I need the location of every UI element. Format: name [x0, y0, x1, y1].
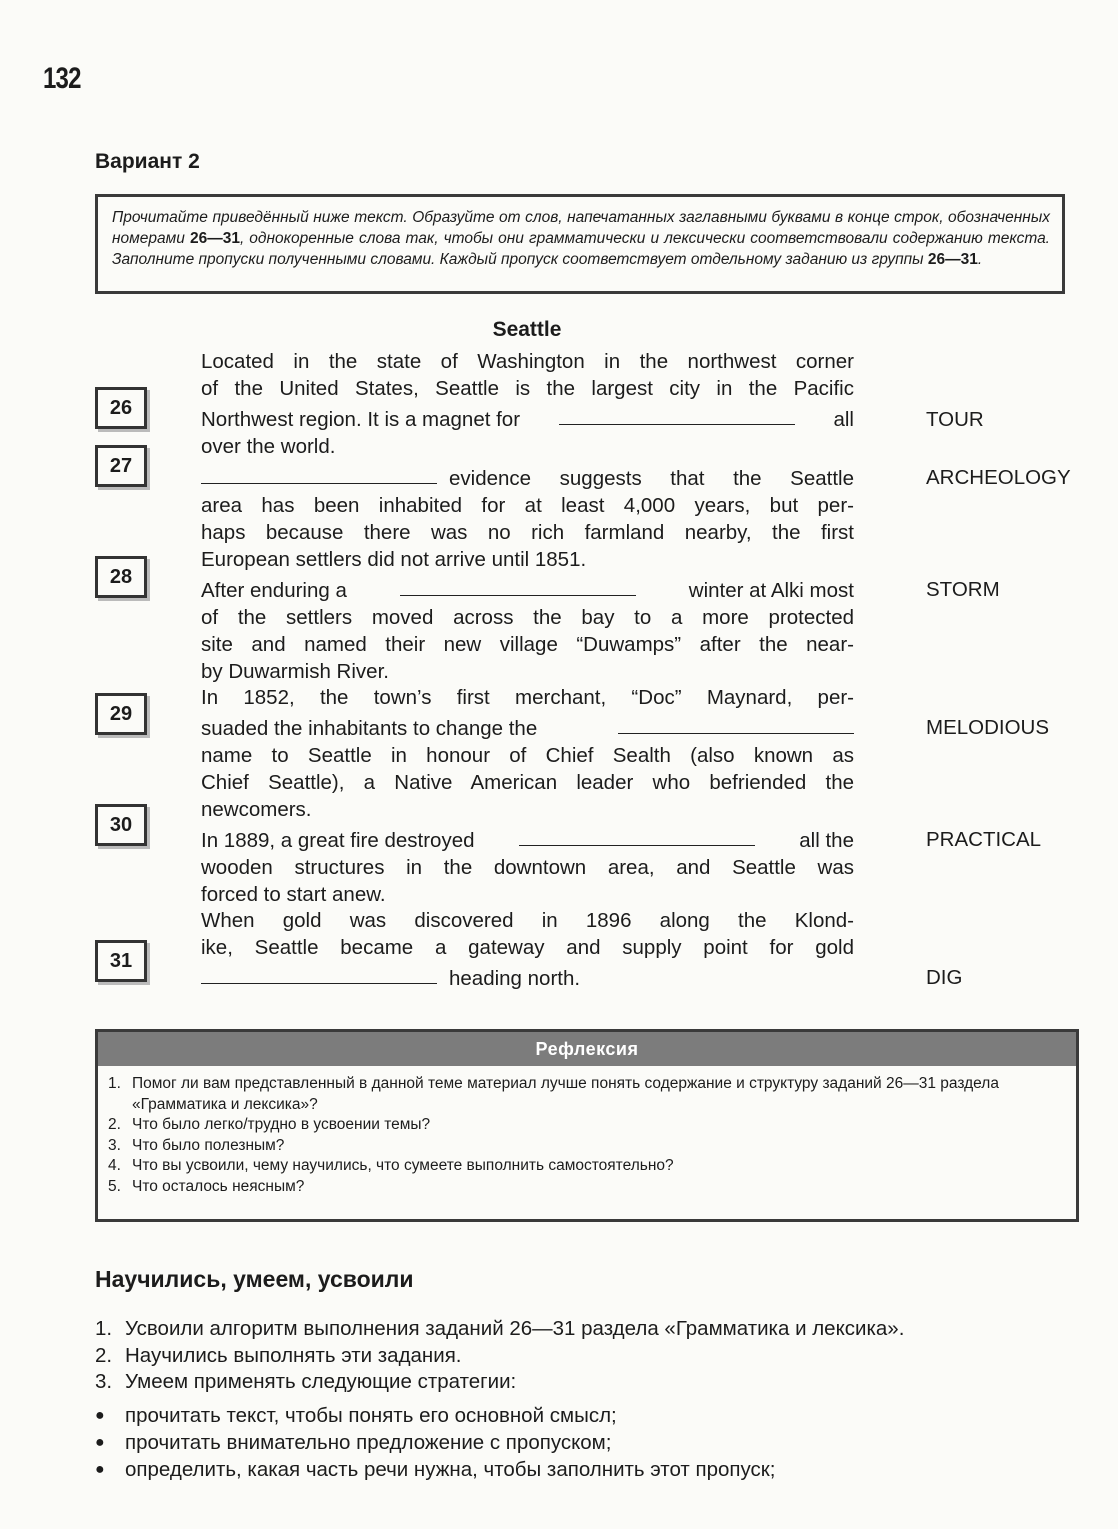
item-number: 1. [108, 1075, 121, 1092]
text-segment: winter at Alki most [688, 579, 854, 602]
item-number: 3. [108, 1136, 121, 1154]
item-number: 1. [95, 1317, 113, 1340]
answer-blank-27[interactable] [201, 465, 437, 484]
instruction-text-2: , однокоренные слова так, чтобы они грамматически и лексически соответствовали содержанию текста. Заполните пропуски полученными словами. Каждый пропуск соответствует отдельному заданию из группы [112, 230, 1050, 268]
reflection-item [108, 1074, 1056, 1115]
item-number: 2. [95, 1343, 113, 1367]
answer-blank-28[interactable] [400, 577, 636, 596]
list-item [95, 1429, 1085, 1456]
answer-blank-29[interactable] [618, 715, 854, 734]
instruction-range-2: 26—31 [927, 251, 978, 268]
reflection-list [98, 1066, 1076, 1197]
text-line [201, 827, 854, 854]
text-segment: After enduring a [201, 579, 347, 602]
list-item [95, 1343, 1085, 1370]
learned-list [95, 1316, 1085, 1396]
item-text: Что вы усвоили, чему научились, что сумеете выполнить самостоятельно? [132, 1157, 674, 1174]
bullet-icon: ● [95, 1407, 105, 1424]
text-line: forced to start anew. [201, 883, 386, 906]
reflection-item [108, 1115, 1056, 1136]
text-line: of the settlers moved across the bay to a more protected [201, 606, 854, 629]
strategy-list [95, 1402, 1085, 1483]
item-text: Помог ли вам представленный в данной теме материал лучше понять содержание и структуру заданий 26—31 раздела «Грамматика и лексика»? [132, 1075, 999, 1113]
task-number-29: 29 [95, 693, 147, 735]
item-text: Что осталось неясным? [132, 1177, 305, 1195]
item-text: Что было легко/трудно в усвоении темы? [132, 1116, 431, 1133]
text-line: When gold was discovered in 1896 along the Klond- [201, 909, 854, 932]
task-number-28: 28 [95, 556, 147, 598]
text-line: by Duwarmish River. [201, 660, 389, 683]
paragraph-6 [201, 907, 854, 992]
bullet-icon: ● [95, 1434, 105, 1451]
reflection-box [95, 1029, 1079, 1222]
text-line [201, 715, 854, 742]
text-segment: all [833, 408, 854, 431]
list-item [95, 1456, 1085, 1483]
text-segment: In 1889, a great fire destroyed [201, 829, 475, 852]
item-number: 3. [95, 1370, 113, 1393]
list-item [95, 1316, 1085, 1343]
page-number: 132 [43, 62, 81, 95]
task-number-31: 31 [95, 940, 147, 982]
item-text: определить, какая часть речи нужна, чтобы заполнить этот пропуск; [125, 1458, 776, 1481]
instruction-text-3: . [977, 251, 983, 268]
text-line: area has been inhabited for at least 4,000 years, but per- [201, 494, 854, 517]
reflection-item [108, 1177, 1056, 1198]
reflection-title: Рефлексия [98, 1032, 1076, 1066]
text-line [201, 465, 854, 492]
text-line: In 1852, the town’s first merchant, “Doc” Maynard, per- [201, 686, 854, 709]
text-line: ike, Seattle became a gateway and supply point for gold [201, 936, 854, 959]
item-text: Усвоили алгоритм выполнения заданий 26—31 раздела «Грамматика и лексика». [125, 1317, 905, 1340]
answer-blank-26[interactable] [559, 406, 795, 425]
text-segment: Northwest region. It is a magnet for [201, 408, 521, 431]
text-line: European settlers did not arrive until 1851. [201, 548, 587, 571]
instruction-range-1: 26—31 [189, 230, 240, 247]
text-line: of the United States, Seattle is the largest city in the Pacific [201, 377, 854, 400]
task-number-26: 26 [95, 387, 147, 429]
item-text: Умеем применять следующие стратегии: [125, 1370, 517, 1393]
text-segment: suaded the inhabitants to change the [201, 717, 538, 740]
paragraph-2 [201, 465, 854, 573]
instruction-text-1: Прочитайте приведённый ниже текст. Образуйте от слов, напечатанных заглавными буквами в конце строк, обозначенных номерами [112, 209, 1050, 247]
keyword-26: TOUR [926, 408, 984, 431]
keyword-28: STORM [926, 578, 1000, 601]
task-number-27: 27 [95, 445, 147, 487]
item-number: 5. [108, 1177, 121, 1195]
answer-blank-30[interactable] [519, 827, 755, 846]
item-text: прочитать текст, чтобы понять его основной смысл; [125, 1404, 617, 1427]
bullet-icon: ● [95, 1461, 105, 1478]
answer-blank-31[interactable] [201, 965, 437, 984]
text-line: site and named their new village “Duwamps” after the near- [201, 633, 854, 656]
variant-title: Вариант 2 [95, 150, 200, 173]
reflection-item [108, 1156, 1056, 1177]
text-title: Seattle [492, 318, 562, 341]
text-line: Located in the state of Washington in the northwest corner [201, 350, 854, 373]
paragraph-3 [201, 577, 854, 685]
reflection-item [108, 1136, 1056, 1157]
text-line: newcomers. [201, 798, 312, 821]
keyword-31: DIG [926, 966, 963, 989]
keyword-27: ARCHEOLOGY [926, 466, 1071, 489]
text-line: over the world. [201, 435, 336, 458]
text-line [201, 577, 854, 604]
item-text: прочитать внимательно предложение с пропуском; [125, 1431, 612, 1454]
task-number-30: 30 [95, 804, 147, 846]
item-number: 4. [108, 1157, 121, 1174]
text-line [201, 406, 854, 433]
item-text: Что было полезным? [132, 1136, 285, 1154]
paragraph-5 [201, 827, 854, 908]
list-item [95, 1369, 1085, 1396]
paragraph-4 [201, 684, 854, 823]
text-segment: heading north. [449, 967, 581, 990]
text-line [201, 965, 854, 992]
learned-title: Научились, умеем, усвоили [95, 1266, 414, 1292]
text-line: haps because there was no rich farmland nearby, the first [201, 521, 854, 544]
text-line: Chief Seattle), a Native American leader who befriended the [201, 771, 854, 794]
keyword-30: PRACTICAL [926, 828, 1042, 851]
text-segment: all the [799, 829, 854, 852]
text-line: wooden structures in the downtown area, and Seattle was [201, 856, 854, 879]
list-item [95, 1402, 1085, 1429]
item-number: 2. [108, 1116, 121, 1133]
text-line: name to Seattle in honour of Chief Sealth (also known as [201, 744, 854, 767]
instruction-box [95, 194, 1065, 294]
keyword-29: MELODIOUS [926, 716, 1050, 739]
text-segment: evidence suggests that the Seattle [449, 467, 854, 490]
paragraph-1 [201, 348, 854, 460]
item-text: Научились выполнять эти задания. [125, 1343, 462, 1367]
